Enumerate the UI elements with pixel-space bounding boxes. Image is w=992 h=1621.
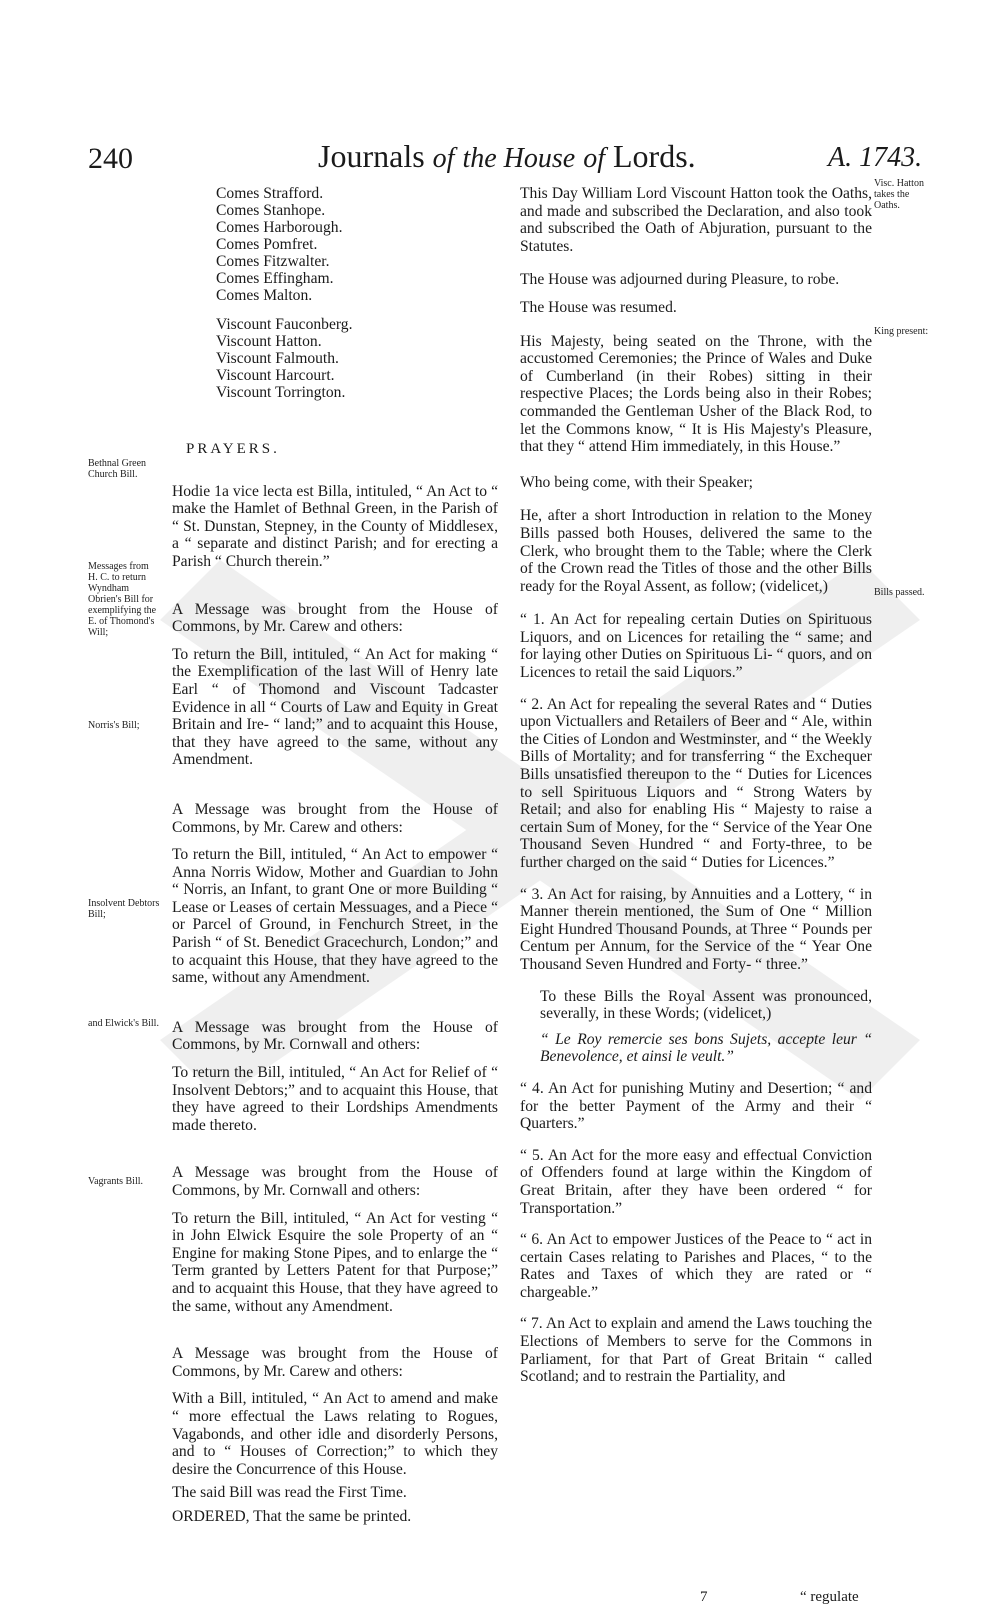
peer-name: Viscount Falmouth.: [216, 350, 339, 367]
peer-name: Comes Harborough.: [216, 219, 343, 236]
message-1: A Message was brought from the House of Commons, by Mr. Carew and others:: [172, 600, 498, 636]
message-4: A Message was brought from the House of Commons, by Mr. Cornwall and others:: [172, 1164, 498, 1199]
hatton-oaths: This Day William Lord Viscount Hatton took the Oaths, and made and subscribed the Declaration, and also took and subscribed the Oath of Abjuration, pursuant to the Statutes.: [520, 185, 872, 255]
ordered-printed: ORDERED, That the same be printed.: [172, 1507, 412, 1525]
margin-note-insolvent: Insolvent Debtors Bill;: [88, 898, 160, 920]
peer-name: Viscount Hatton.: [216, 333, 322, 350]
speaker-came: Who being come, with their Speaker;: [520, 473, 753, 491]
year: A. 1743.: [828, 142, 923, 173]
peer-name: Viscount Torrington.: [216, 384, 346, 401]
message-3-body: To return the Bill, intituled, “ An Act for Relief of “ Insolvent Debtors;” and to acquaint this House, that they have agreed to their Lordships Amendments made thereto.: [172, 1064, 498, 1134]
peer-name: Comes Pomfret.: [216, 236, 318, 253]
peer-name: Comes Strafford.: [216, 185, 324, 202]
title-word: of: [432, 143, 455, 174]
title-word: Lords.: [612, 138, 696, 174]
message-2-body: To return the Bill, intituled, “ An Act to empower “ Anna Norris Widow, Mother and Guardian to John “ Norris, an Infant, to grant One or more Building “ Lease or Leases of certain Messuages, and a Piece “ or Parcel of Ground, in Fenchurch Street, in the Parish “ of St. Benedict Gracechurch, London;” and to acquaint this House, that they have agreed to the same, without any Amendment.: [172, 846, 498, 987]
page-number: 240: [88, 142, 133, 175]
peer-name: Comes Stanhope.: [216, 202, 326, 219]
message-2: A Message was brought from the House of Commons, by Mr. Carew and others:: [172, 800, 498, 836]
royal-formula: “ Le Roy remercie ses bons Sujets, accepte leur “ Benevolence, et ainsi le veult.”: [540, 1030, 872, 1066]
bethnal-paragraph: Hodie 1a vice lecta est Billa, intituled, “ An Act to “ make the Hamlet of Bethnal Green, in the Parish of “ St. Dunstan, Stepney, in the County of Middlesex, a “ separate and distinct Parish; and for erecting a Parish “ Church therein.”: [172, 482, 498, 570]
signature-mark: 7: [700, 1589, 708, 1605]
resumed: The House was resumed.: [520, 298, 677, 316]
prayers-heading: PRAYERS.: [186, 441, 280, 457]
bill-2: “ 2. An Act for repealing the several Rates and “ Duties upon Victuallers and Retailers of Beer and “ Ale, within the Cities of London and Westminster, and “ the Weekly Bills of Mortality; and for transferring “ the Exchequer Bills unsatisfied thereupon to the “ Duties for Licences to sell Spirituous Liquors and “ Strong Waters by Retail; and also for enabling His “ Majesty to raise a certain Sum of Money, for the “ Service of the Year One Thousand Seven Hundred “ and Forty-three, to be further charged on the said “ Duties for Licences.”: [520, 695, 872, 871]
viscounts-list: [216, 316, 498, 401]
right-column: [520, 185, 872, 1386]
catchword: “ regulate: [800, 1589, 859, 1605]
message-5: A Message was brought from the House of Commons, by Mr. Carew and others:: [172, 1345, 498, 1380]
left-column: [172, 185, 498, 1526]
title-word: the House: [462, 143, 576, 174]
peer-name: Comes Malton.: [216, 287, 313, 304]
page-header: [0, 138, 992, 182]
margin-note-elwick: and Elwick's Bill.: [88, 1018, 159, 1029]
message-5-body: With a Bill, intituled, “ An Act to amend and make “ more effectual the Laws relating to Rogues, Vagabonds, and other idle and disorderly Persons, and to “ Houses of Correction;” to which they desire the Concurrence of this House.: [172, 1390, 498, 1478]
margin-note-vagrants: Vagrants Bill.: [88, 1176, 143, 1187]
introduction: He, after a short Introduction in relation to the Money Bills passed both Houses, delivered the same to the Clerk, who brought them to the Table; where the Clerk of the Crown read the Titles of those and the other Bills ready for the Royal Assent, as follow; (videlicet,): [520, 507, 872, 595]
margin-note-bills: Bills passed.: [874, 587, 925, 598]
peer-name: Comes Fitzwalter.: [216, 253, 330, 270]
adjourned: The House was adjourned during Pleasure, to robe.: [520, 271, 840, 289]
margin-note-bethnal: Bethnal Green Church Bill.: [88, 458, 147, 480]
peer-name: Viscount Fauconberg.: [216, 316, 353, 333]
margin-note-norris: Norris's Bill;: [88, 720, 140, 731]
peer-name: Comes Effingham.: [216, 270, 334, 287]
read-first-time: The said Bill was read the First Time.: [172, 1484, 407, 1502]
title-word: of: [583, 143, 605, 174]
bill-3: “ 3. An Act for raising, by Annuities and a Lottery, “ in Manner therein mentioned, the Sum of One “ Million Eight Hundred Thousand Pounds, at Three “ Pounds per Centum per Annum, for the Service of the “ Year One Thousand Seven Hundred and Forty- “ three.”: [520, 885, 872, 973]
title-word: Journals: [318, 138, 425, 174]
message-3: A Message was brought from the House of Commons, by Mr. Cornwall and others:: [172, 1018, 498, 1054]
royal-assent: To these Bills the Royal Assent was pronounced, severally, in these Words; (videlicet,): [540, 987, 872, 1023]
margin-note-messages: Messages from H. C. to return Wyndham Obrien's Bill for exemplifying the E. of Thomond's Will;: [88, 561, 157, 638]
margin-note-king: King present:: [874, 326, 929, 337]
peer-name: Viscount Harcourt.: [216, 367, 335, 384]
bill-7: “ 7. An Act to explain and amend the Laws touching the Elections of Members to serve for the Commons in Parliament, for that Part of Great Britain “ called Scotland; and to restrain the Partiality, and: [520, 1315, 872, 1386]
message-1-body: To return the Bill, intituled, “ An Act for making “ the Exemplification of the last Will of Henry late Earl “ of Thomond and Viscount Tadcaster Evidence in all “ Courts of Law and Equity in Great Britain and Ire- “ land;” and to acquaint this House, that they have agreed to the same, without any Amendment.: [172, 645, 498, 769]
message-4-body: To return the Bill, intituled, “ An Act for vesting “ in John Elwick Esquire the sole Property of an “ Engine for making Stone Pipes, and to enlarge the “ Term granted by Letters Patent for that Purpose;” and to acquaint this House, that they have agreed to the same, without any Amendment.: [172, 1209, 498, 1315]
running-title: [318, 138, 696, 175]
bill-5: “ 5. An Act for the more easy and effectual Conviction of Offenders found at large within the Kingdom of Great Britain, after they have been ordered “ for Transportation.”: [520, 1146, 872, 1217]
bill-6: “ 6. An Act to empower Justices of the Peace to “ act in certain Cases relating to Parishes and Places, “ to the Rates and Taxes of which they are rated or “ chargeable.”: [520, 1231, 872, 1301]
bill-1: “ 1. An Act for repealing certain Duties on Spirituous Liquors, and on Licences for retailing the “ same; and for laying other Duties on Spirituous Li- “ quors, and on Licences to retail the said Liquors.”: [520, 611, 872, 682]
earls-list: [216, 185, 498, 304]
bill-4: “ 4. An Act for punishing Mutiny and Desertion; “ and for the better Payment of the Army and their “ Quarters.”: [520, 1079, 872, 1133]
margin-note-hatton: Visc. Hatton takes the Oaths.: [874, 178, 924, 211]
king-present: His Majesty, being seated on the Throne, with the accustomed Ceremonies; the Prince of Wales and Duke of Cumberland (in their Robes) sitting in their respective Places; the Lords being also in their Robes; commanded the Gentleman Usher of the Black Rod, to let the Commons know, “ It is His Majesty's Pleasure, that they “ attend Him immediately, in this House.”: [520, 332, 872, 456]
